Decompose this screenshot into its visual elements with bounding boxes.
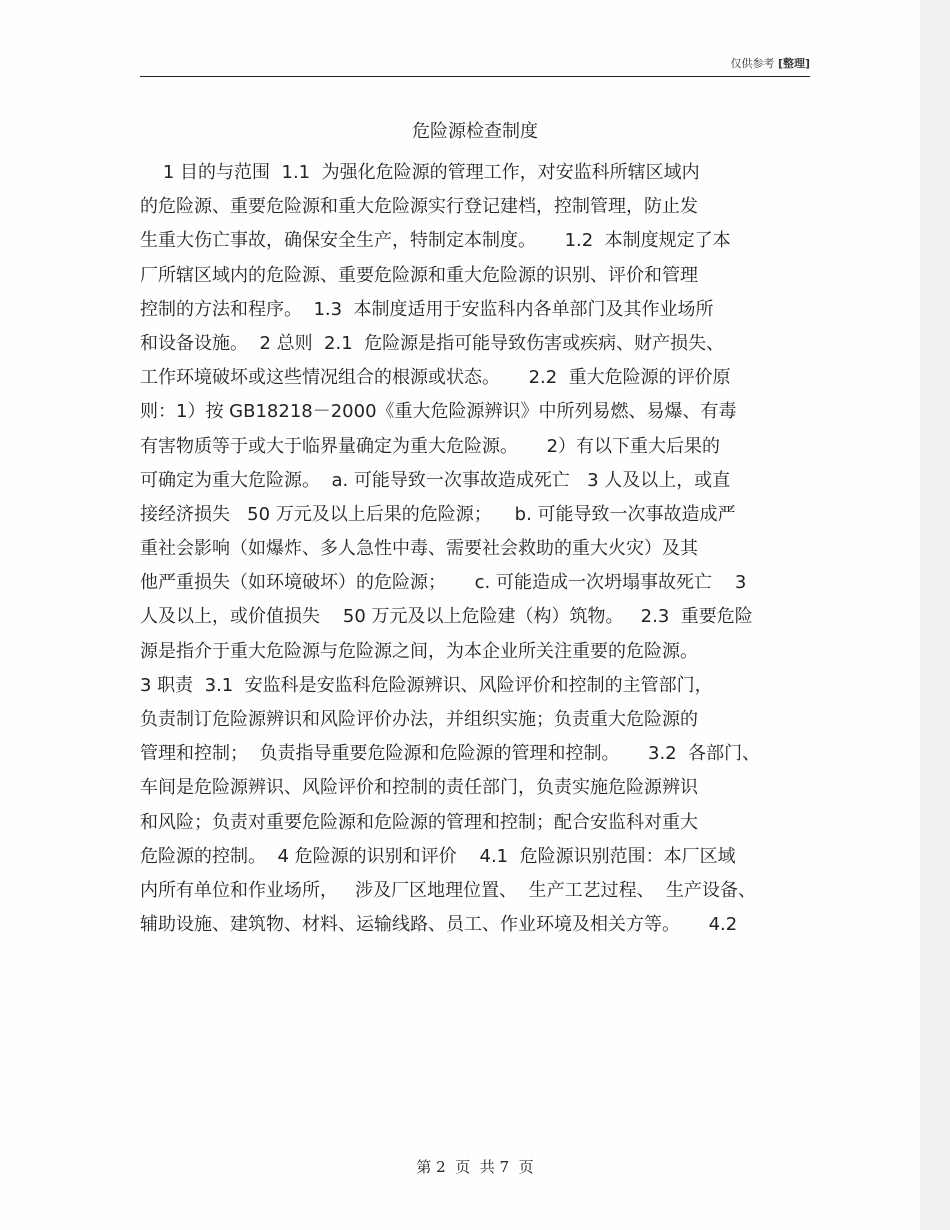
- header-tag: [整理]: [777, 57, 810, 70]
- body-line: 危险源的控制。 4 危险源的识别和评价 4.1 危险源识别范围：本厂区域: [140, 845, 736, 867]
- header-note-text: 仅供参考: [730, 57, 775, 70]
- body-line: 和风险；负责对重要危险源和危险源的管理和控制；配合安监科对重大: [140, 811, 698, 833]
- body-line: 管理和控制； 负责指导重要危险源和危险源的管理和控制。 3.2 各部门、: [140, 743, 761, 765]
- body-line: 接经济损失 50 万元及以上后果的危险源； b. 可能导致一次事故造成严: [140, 503, 736, 525]
- body-line: 和设备设施。 2 总则 2.1 危险源是指可能导致伤害或疾病、财产损失、: [140, 332, 725, 354]
- body-line: 内所有单位和作业场所， 涉及厂区地理位置、 生产工艺过程、 生产设备、: [140, 879, 757, 901]
- body-line: 负责制订危险源辨识和风险评价办法，并组织实施；负责重大危险源的: [140, 709, 698, 730]
- body-line: 有害物质等于或大于临界量确定为重大危险源。 2）有以下重大后果的: [140, 435, 721, 457]
- page-number-footer: 第 2 页 共 7 页: [416, 1158, 534, 1176]
- body-line: 则：1）按 GB18218－2000《重大危险源辨识》中所列易燃、易爆、有毒: [140, 401, 737, 423]
- body-line: 源是指介于重大危险源与危险源之间，为本企业所关注重要的危险源。: [140, 640, 698, 662]
- body-line: 人及以上，或价值损失 50 万元及以上危险建（构）筑物。 2.3 重要危险: [140, 606, 753, 628]
- body-line: 厂所辖区域内的危险源、重要危险源和重大危险源的识别、评价和管理: [140, 264, 698, 286]
- body-line: 控制的方法和程序。 1.3 本制度适用于安监科内各单部门及其作业场所: [140, 298, 714, 320]
- document-title: 危险源检查制度: [412, 121, 538, 142]
- page-edge: [920, 0, 950, 1230]
- body-line: 工作环境破坏或这些情况组合的根源或状态。 2.2 重大危险源的评价原: [140, 367, 731, 389]
- body-line: 1 目的与范围 1.1 为强化危险源的管理工作，对安监科所辖区域内: [140, 162, 700, 183]
- body-line: 3 职责 3.1 安监科是安监科危险源辨识、风险评价和控制的主管部门，: [140, 674, 713, 696]
- header-divider: [140, 76, 810, 77]
- body-line: 辅助设施、建筑物、材料、运输线路、员工、作业环境及相关方等。 4.2: [140, 914, 738, 936]
- body-line: 车间是危险源辨识、风险评价和控制的责任部门，负责实施危险源辨识: [140, 777, 698, 799]
- body-line: 他严重损失（如环境破坏）的危险源； c. 可能造成一次坍塌事故死亡 3: [140, 572, 747, 594]
- body-line: 生重大伤亡事故，确保安全生产，特制定本制度。 1.2 本制度规定了本: [140, 230, 731, 252]
- body-line: 重社会影响（如爆炸、多人急性中毒、需要社会救助的重大火灾）及其: [140, 538, 698, 560]
- document-body: [140, 159, 830, 945]
- body-line: 的危险源、重要危险源和重大危险源实行登记建档，控制管理，防止发: [140, 196, 698, 218]
- header-note: [730, 55, 810, 71]
- body-line: 可确定为重大危险源。 a. 可能导致一次事故造成死亡 3 人及以上，或直: [140, 469, 731, 491]
